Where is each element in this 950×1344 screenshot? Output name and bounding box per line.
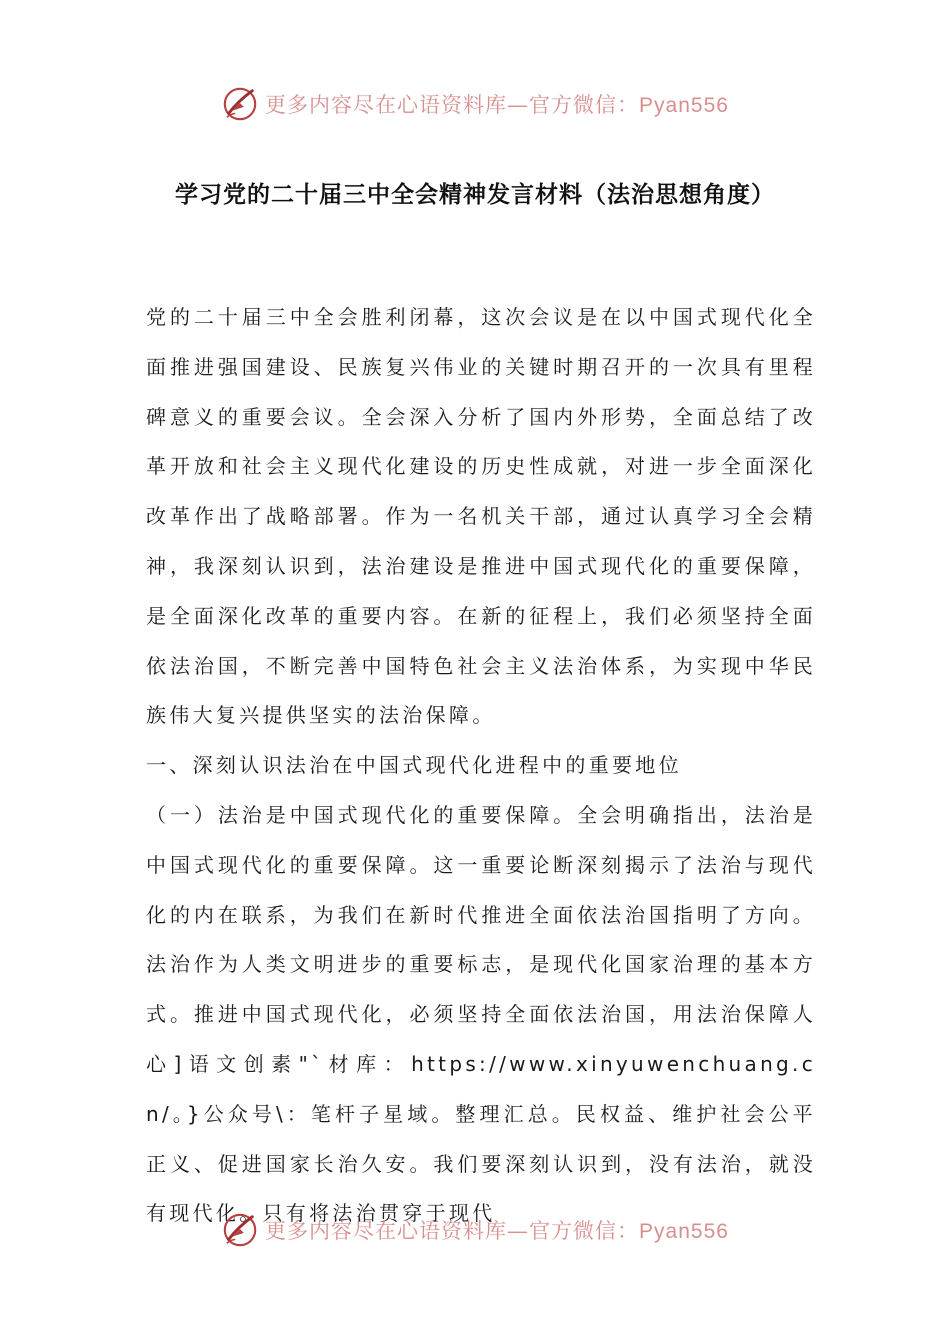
pen-logo-icon [221,85,259,123]
header-watermark [0,82,950,126]
wechat-id: Pyan556 [639,94,729,117]
pen-logo-icon [221,1211,259,1249]
document-title: 学习党的二十届三中全会精神发言材料（法治思想角度） [175,182,775,208]
footer-watermark [0,1208,950,1252]
document-body [146,293,816,1239]
watermark-text: 更多内容尽在心语资料库—官方微信：Pyan556 [265,93,729,117]
watermark-text: 更多内容尽在心语资料库—官方微信：Pyan556 [265,1219,729,1243]
paragraph-section-1: （一）法治是中国式现代化的重要保障。全会明确指出，法治是中国式现代化的重要保障。这一重要论断深刻揭示了法治与现代化的内在联系，为我们在新时代推进全面依法治国指明了方向。法治作为人类文明进步的重要标志，是现代化国家治理的基本方式。推进中国式现代化，必须坚持全面依法治国，用法治保障人心]语文创素"`材库：https://www.xinyuwenchuang.cn/。}公众号\：笔杆子星域。整理汇总。民权益、维护社会公平正义、促进国家长治久安。我们要深刻认识到，没有法治，就没有现代化。只有将法治贯穿于现代 [146,802,816,1226]
paragraph-intro: 党的二十届三中全会胜利闭幕，这次会议是在以中国式现代化全面推进强国建设、民族复兴伟业的关键时期召开的一次具有里程碑意义的重要会议。全会深入分析了国内外形势，全面总结了改革开放和社会主义现代化建设的历史性成就，对进一步全面深化改革作出了战略部署。作为一名机关干部，通过认真学习全会精神，我深刻认识到，法治建设是推进中国式现代化的重要保障，是全面深化改革的重要内容。在新的征程上，我们必须坚持全面依法治国，不断完善中国特色社会主义法治体系，为实现中华民族伟大复兴提供坚实的法治保障。 [146,305,816,728]
wechat-id: Pyan556 [639,1220,729,1243]
section-heading: 一、深刻认识法治在中国式现代化进程中的重要地位 [146,753,682,778]
